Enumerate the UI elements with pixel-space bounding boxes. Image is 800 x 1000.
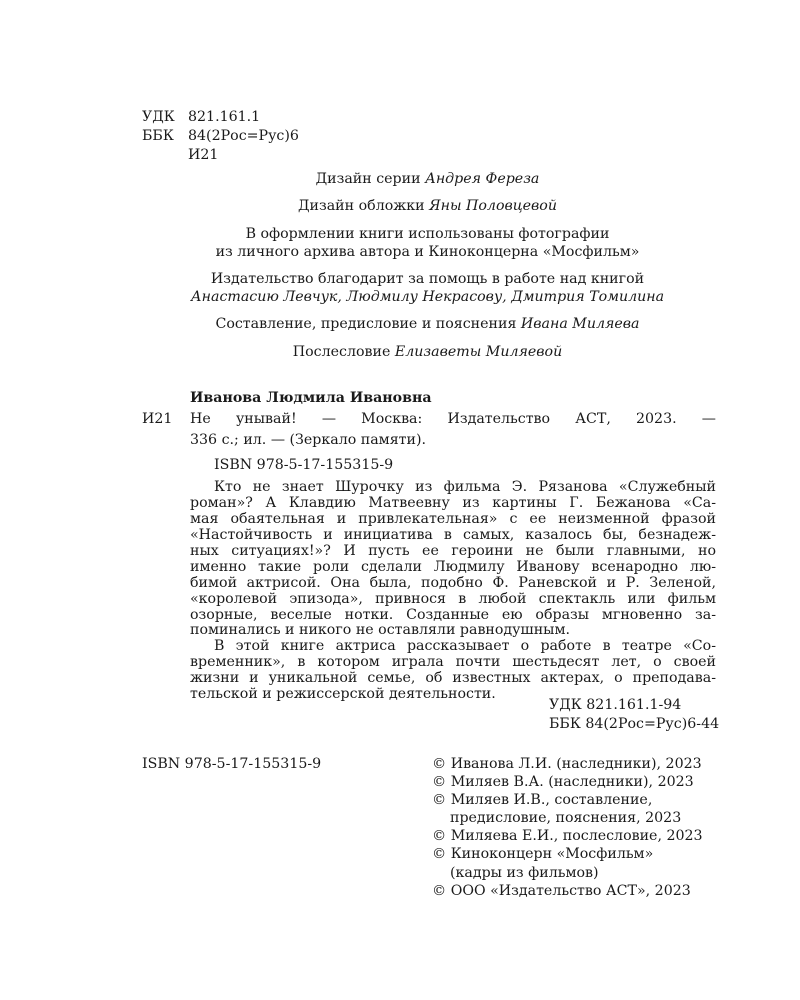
copyright-line: © Миляев В.А. (наследники), 2023 (432, 774, 694, 791)
abstract-line: озорные, веселые нотки. Созданные ею образы мгновенно за- (190, 606, 716, 623)
cutter-row (142, 146, 299, 165)
abstract-line: бимой актрисой. Она была, подобно Ф. Раневской и Р. Зеленой, (190, 574, 716, 591)
cover-design-credit: Дизайн обложки Яны Половцевой (298, 198, 557, 214)
bbk-value: 84(2Рос=Рус)6 (188, 128, 299, 144)
bbk-row (142, 127, 299, 146)
abstract-line: мая обаятельная и привлекательная» с ее неизменной фразой (190, 510, 716, 527)
thanks-credit: Издательство благодарит за помощь в работе над книгой Анастасию Левчук, Людмилу Некрасову, Дмитрия Томилина (130, 270, 725, 306)
abstract-line: «королевой эпизода», привнося в любой спектакль или фильм (190, 590, 716, 607)
isbn-main: ISBN 978-5-17-155315-9 (142, 756, 322, 772)
afterword-credit: Послесловие Елизаветы Миляевой (292, 344, 563, 360)
copyright-line: предисловие, пояснения, 2023 (450, 810, 682, 827)
record-isbn: ISBN 978-5-17-155315-9 (214, 457, 394, 473)
copyright-line: © Киноконцерн «Мосфильм» (432, 846, 654, 863)
record-cutter-code: И21 (142, 411, 173, 427)
afterword-author-name: Елизаветы Миляевой (394, 344, 563, 360)
udk-full: УДК 821.161.1-94 (549, 697, 682, 713)
bibliographic-description (190, 410, 716, 452)
abstract-line: жизни и уникальной семье, об известных актерах, о преподава- (190, 670, 716, 687)
abstract-line: роман»? А Клавдию Матвеевну из картины Г. Бежанова «Са- (190, 494, 716, 511)
compilation-credit: Составление, предисловие и пояснения Ивана Миляева (215, 316, 640, 332)
abstract-line: ных ситуациях!»? И пусть ее героини не были главными, но (190, 542, 716, 559)
cover-designer-name: Яны Половцевой (429, 198, 557, 214)
abstract-line: именно такие роли сделали Людмилу Иванову всенародно лю- (190, 558, 716, 575)
series-designer-name: Андрея Фереза (425, 171, 540, 187)
thanks-names: Анастасию Левчук, Людмилу Некрасову, Дмитрия Томилина (190, 289, 665, 305)
copyright-line: © ООО «Издательство АСТ», 2023 (432, 882, 691, 899)
abstract-line: временник», в котором играла почти шестьдесят лет, о своей (190, 654, 716, 671)
copyright-line: © Миляев И.В., составление, (432, 792, 653, 809)
udk-value: 821.161.1 (188, 109, 261, 125)
series-design-credit: Дизайн серии Андрея Фереза (315, 171, 540, 187)
cutter-code: И21 (188, 147, 219, 163)
classification-block (142, 108, 299, 165)
credits-block (130, 170, 725, 361)
description-line: Не унывай! — Москва: Издательство АСТ, 2023. — (190, 411, 716, 427)
abstract-line: В этой книге актриса рассказывает о работе в театре «Со- (214, 638, 716, 655)
compiler-name: Ивана Миляева (520, 316, 640, 332)
classification-full (549, 696, 719, 734)
abstract-line: Кто не знает Шурочку из фильма Э. Рязанова «Служебный (214, 479, 716, 495)
udk-label: УДК (142, 109, 175, 125)
photos-credit: В оформлении книги использованы фотографии из личного архива автора и Киноконцерна «Мосфильм» (215, 226, 640, 260)
copyright-line: © Миляева Е.И., послесловие, 2023 (432, 828, 703, 845)
copyright-notices (432, 755, 703, 900)
abstract-line: тельской и режиссерской деятельности. (190, 686, 496, 703)
copyright-line: (кадры из фильмов) (450, 864, 599, 881)
abstract-line: «Настойчивость и инициатива в самых, казалось бы, безнадеж- (190, 526, 716, 543)
abstract-text (190, 478, 716, 701)
author-heading: Иванова Людмила Ивановна (190, 390, 432, 406)
description-line: 336 с.; ил. — (Зеркало памяти). (190, 432, 427, 448)
copyright-line: © Иванова Л.И. (наследники), 2023 (432, 756, 702, 772)
bbk-full: ББК 84(2Рос=Рус)6-44 (549, 716, 720, 732)
bbk-label: ББК (142, 128, 174, 144)
abstract-line: поминались и никого не оставляли равнодушным. (190, 622, 571, 639)
udk-row (142, 108, 299, 127)
